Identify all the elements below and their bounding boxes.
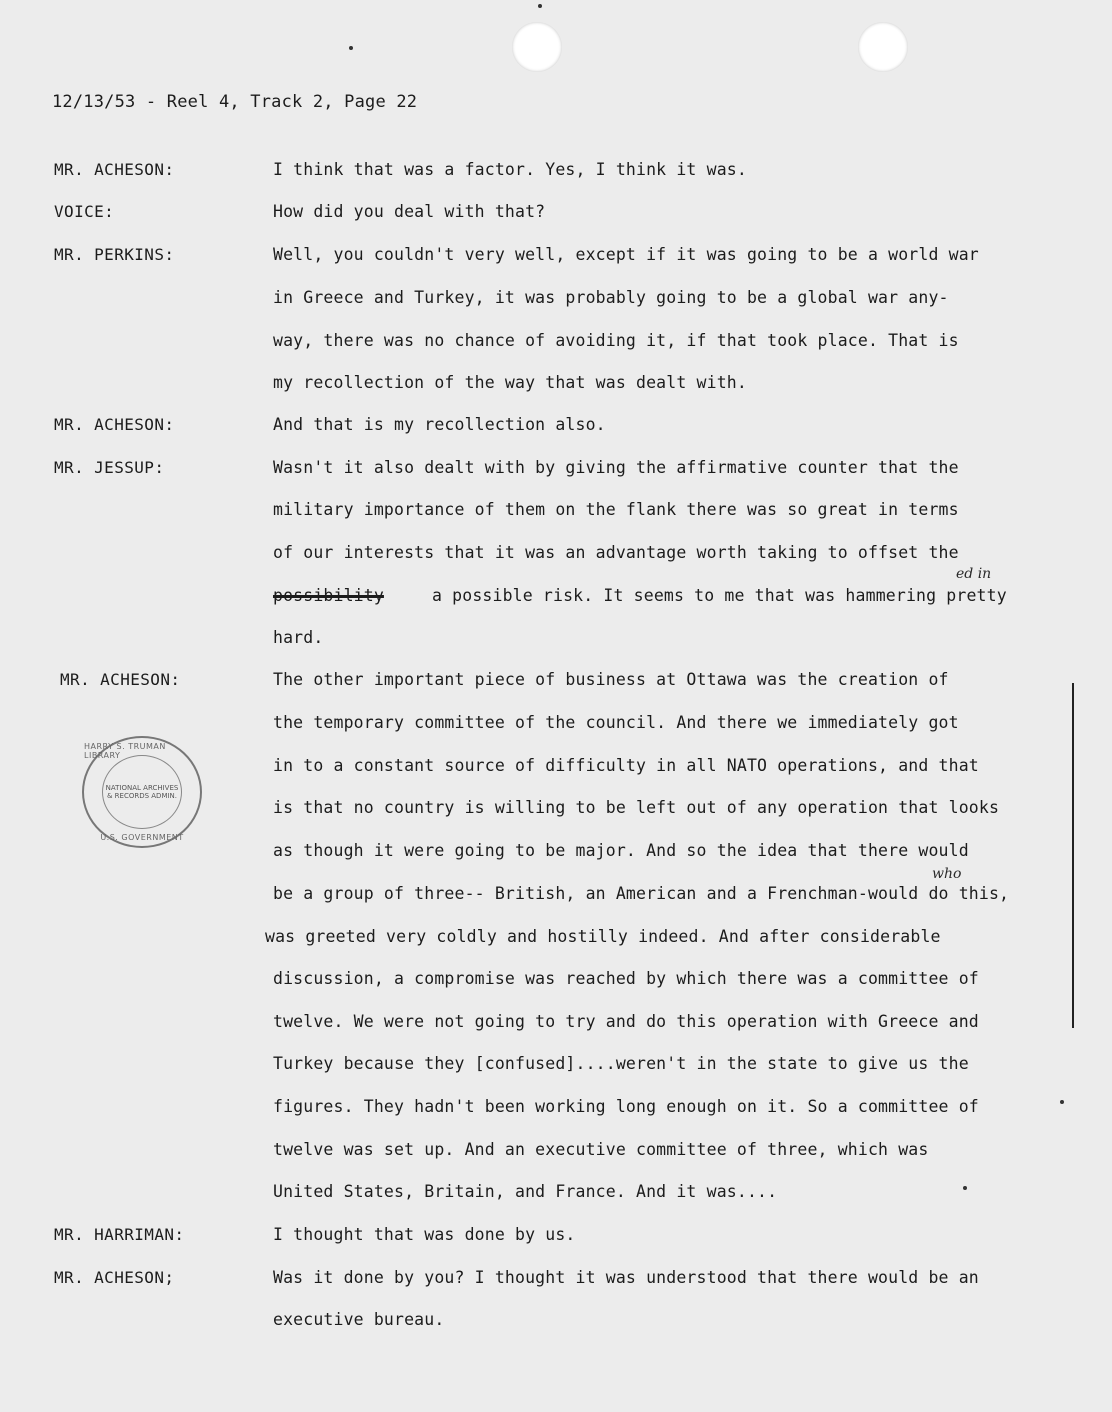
transcript-line: way, there was no chance of avoiding it, if that took place. That is	[273, 331, 959, 350]
transcript-line: I think that was a factor. Yes, I think it was.	[273, 160, 747, 179]
struck-out-word: possibility	[273, 586, 384, 605]
ink-dot	[963, 1186, 967, 1190]
page-header: 12/13/53 - Reel 4, Track 2, Page 22	[52, 92, 418, 112]
transcript-line: figures. They hadn't been working long enough on it. So a committee of	[273, 1097, 979, 1116]
transcript-line: as though it were going to be major. And so the idea that there would	[273, 841, 969, 860]
transcript-line: I thought that was done by us.	[273, 1225, 576, 1244]
transcript-line: military importance of them on the flank there was so great in terms	[273, 500, 959, 519]
stamp-ring-top: HARRY S. TRUMAN LIBRARY	[84, 742, 166, 760]
transcript-line: Wasn't it also dealt with by giving the affirmative counter that the	[273, 458, 959, 477]
punch-hole	[858, 22, 908, 72]
transcript-line: the temporary committee of the council. And there we immediately got	[273, 713, 959, 732]
transcript-line: in to a constant source of difficulty in all NATO operations, and that	[273, 756, 979, 775]
ink-dot	[1060, 1100, 1064, 1104]
speaker-label: VOICE:	[54, 202, 115, 221]
margin-sideline	[1072, 683, 1074, 1028]
transcript-line: How did you deal with that?	[273, 202, 546, 221]
transcript-line: in Greece and Turkey, it was probably going to be a global war any-	[273, 288, 949, 307]
stamp-ring-bottom: U.S. GOVERNMENT	[100, 833, 184, 842]
transcript-line: twelve was set up. And an executive committee of three, which was	[273, 1140, 929, 1159]
transcript-line: Well, you couldn't very well, except if it was going to be a world war	[273, 245, 979, 264]
speaker-label: MR. ACHESON;	[54, 1268, 175, 1287]
transcript-line: executive bureau.	[273, 1310, 445, 1329]
transcript-line: United States, Britain, and France. And it was....	[273, 1182, 778, 1201]
punch-hole	[512, 22, 562, 72]
ink-dot	[538, 4, 542, 8]
transcript-line: The other important piece of business at Ottawa was the creation of	[273, 670, 949, 689]
speaker-label: MR. PERKINS:	[54, 245, 175, 264]
transcript-line: was greeted very coldly and hostilly indeed. And after considerable	[265, 927, 941, 946]
speaker-label: MR. ACHESON:	[60, 670, 181, 689]
speaker-label: MR. JESSUP:	[54, 458, 165, 477]
transcript-line: discussion, a compromise was reached by which there was a committee of	[273, 969, 979, 988]
transcript-line: Turkey because they [confused]....weren't in the state to give us the	[273, 1054, 969, 1073]
speaker-label: MR. ACHESON:	[54, 415, 175, 434]
transcript-line: And that is my recollection also.	[273, 415, 606, 434]
transcript-line: twelve. We were not going to try and do this operation with Greece and	[273, 1012, 979, 1031]
transcript-line: be a group of three-- British, an American and a Frenchman-would do this,	[273, 884, 1010, 903]
speaker-label: MR. HARRIMAN:	[54, 1225, 185, 1244]
transcript-line: Was it done by you? I thought it was understood that there would be an	[273, 1268, 979, 1287]
stamp-center-text: NATIONAL ARCHIVES & RECORDS ADMIN.	[105, 783, 179, 800]
library-stamp	[82, 736, 202, 848]
speaker-label: MR. ACHESON:	[54, 160, 175, 179]
stamp-center	[102, 755, 182, 829]
transcript-line: hard.	[273, 628, 324, 647]
ink-dot	[349, 46, 353, 50]
handwritten-insertion: ed in	[956, 566, 992, 582]
transcript-line: a possible risk. It seems to me that was hammering pretty	[432, 586, 1007, 605]
transcript-line: of our interests that it was an advantage worth taking to offset the	[273, 543, 959, 562]
handwritten-insertion: who	[932, 866, 962, 882]
transcript-line: is that no country is willing to be left out of any operation that looks	[273, 798, 1000, 817]
transcript-line: my recollection of the way that was dealt with.	[273, 373, 747, 392]
